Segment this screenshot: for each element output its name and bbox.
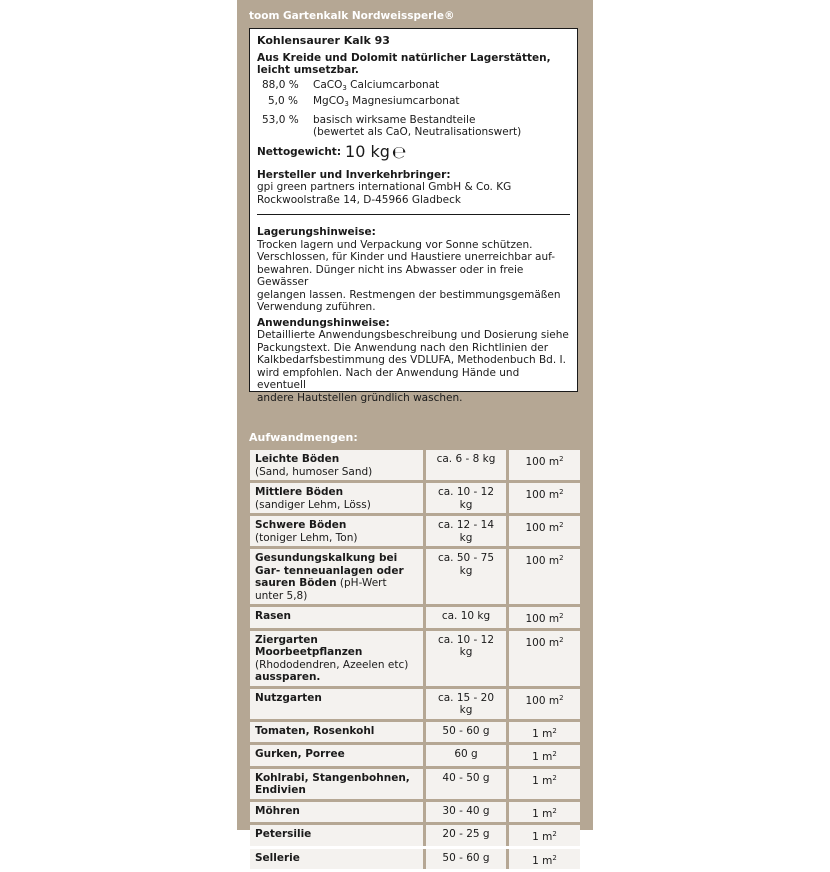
soil-cell: [250, 516, 426, 546]
table-row: [250, 450, 580, 480]
area-value: 100 m: [525, 636, 560, 649]
usage-line: andere Hautstellen gründlich waschen.: [257, 391, 463, 404]
area-value: 100 m: [525, 522, 560, 534]
area-value: 1 m: [532, 831, 553, 843]
table-row: [250, 745, 580, 766]
usage-line: Kalkbedarfsbestimmung des VDLUFA, Methodenbuch Bd. I.: [257, 354, 566, 366]
row-label: Ziergarten Moorbeetpflanzen: [255, 633, 363, 658]
storage-line: Trocken lagern und Verpackung vor Sonne schützen.: [257, 238, 533, 251]
usage-line: Packungstext. Die Anwendung nach den Richtlinien der: [257, 341, 549, 354]
composition-desc: [313, 95, 570, 111]
manufacturer: [257, 169, 570, 207]
table-row: [250, 607, 580, 628]
storage-line: bewahren. Dünger nicht ins Abwasser oder in freie Gewässer: [257, 263, 524, 288]
manufacturer-name: gpi green partners international GmbH & Co. KG: [257, 181, 512, 193]
soil-cell: [250, 450, 426, 480]
soil-cell: [250, 745, 426, 766]
formula: MgCO: [313, 95, 345, 107]
composition-pct: 88,0 %: [262, 78, 299, 91]
composition-pct: 5,0 %: [268, 95, 299, 107]
application-rates-table: [250, 447, 580, 872]
row-note: (pH-Wert unter 5,8): [255, 577, 387, 602]
table-row: [250, 802, 580, 823]
table-row: [250, 825, 580, 846]
row-label: Gurken, Porree: [255, 748, 345, 760]
soil-cell: [250, 825, 426, 846]
formula-subscript: 3: [344, 100, 349, 108]
application-rates-heading: Aufwandmengen:: [249, 431, 358, 444]
amount-cell: ca. 10 - 12 kg: [426, 483, 509, 513]
area-cell: [509, 689, 580, 719]
soil-cell: [250, 722, 426, 743]
row-note: (Sand, humoser Sand): [255, 465, 373, 478]
storage-line: Verwendung zuführen.: [257, 301, 376, 313]
area-exponent: 2: [559, 488, 564, 496]
amount-cell: 50 - 60 g: [426, 849, 509, 870]
table-row: [250, 689, 580, 719]
area-value: 100 m: [525, 694, 560, 707]
composition-row: [257, 114, 570, 139]
estimated-sign-icon: ℮: [391, 142, 407, 163]
area-cell: [509, 802, 580, 823]
area-exponent: 2: [559, 455, 564, 463]
table-row: [250, 549, 580, 604]
composition-row: [257, 79, 570, 95]
compound-name: Calciumcarbonat: [346, 78, 440, 91]
area-cell: [509, 631, 580, 686]
row-label: Rasen: [255, 610, 292, 622]
area-value: 100 m: [525, 613, 560, 625]
compound-note: (bewertet als CaO, Neutralisationswert): [313, 126, 522, 138]
row-label: Leichte Böden: [255, 453, 340, 465]
amount-cell: ca. 6 - 8 kg: [426, 450, 509, 480]
area-cell: [509, 849, 580, 870]
amount-cell: ca. 50 - 75 kg: [426, 549, 509, 604]
table-row: [250, 483, 580, 513]
net-weight-label: Nettogewicht:: [257, 146, 342, 159]
row-label: Tomaten, Rosenkohl: [255, 724, 375, 737]
brand-title: toom Gartenkalk Nordweissperle®: [249, 10, 455, 22]
area-value: 1 m: [532, 751, 553, 763]
area-value: 100 m: [525, 555, 560, 567]
area-value: 1 m: [532, 854, 553, 867]
row-note: (toniger Lehm, Ton): [255, 531, 358, 544]
row-label: Möhren: [255, 804, 300, 817]
soil-cell: [250, 769, 426, 799]
formula-subscript: 3: [342, 83, 347, 92]
area-exponent: 2: [552, 830, 557, 838]
divider: [257, 214, 570, 215]
amount-cell: ca. 15 - 20 kg: [426, 689, 509, 719]
area-exponent: 2: [559, 693, 564, 702]
row-label: Petersilie: [255, 828, 312, 840]
table-row: [250, 849, 580, 870]
area-value: 100 m: [525, 489, 560, 501]
net-weight-value: 10 kg: [345, 142, 390, 162]
amount-cell: 50 - 60 g: [426, 722, 509, 743]
area-value: 1 m: [532, 727, 553, 740]
usage-heading: Anwendungshinweise:: [257, 316, 390, 329]
area-exponent: 2: [552, 773, 557, 782]
area-cell: [509, 549, 580, 604]
info-box: [249, 28, 578, 404]
usage-line: Detaillierte Anwendungsbeschreibung und Dosierung siehe: [257, 329, 569, 341]
row-label: Nutzgarten: [255, 691, 322, 704]
area-exponent: 2: [552, 806, 557, 815]
table-row: [250, 769, 580, 799]
storage-section: [257, 226, 570, 314]
amount-cell: ca. 12 - 14 kg: [426, 516, 509, 546]
soil-cell: [250, 802, 426, 823]
composition-desc: [313, 79, 570, 95]
area-exponent: 2: [552, 853, 557, 862]
usage-line: wird empfohlen. Nach der Anwendung Hände und eventuell: [257, 366, 520, 391]
row-note: (sandiger Lehm, Löss): [255, 498, 371, 511]
area-cell: [509, 745, 580, 766]
area-cell: [509, 450, 580, 480]
area-cell: [509, 516, 580, 546]
row-label: Kohlrabi, Stangenbohnen, Endivien: [255, 771, 410, 796]
row-label: Schwere Böden: [255, 519, 347, 531]
soil-cell: [250, 483, 426, 513]
area-exponent: 2: [559, 635, 564, 644]
area-cell: [509, 769, 580, 799]
usage-section: [257, 317, 570, 405]
amount-cell: 40 - 50 g: [426, 769, 509, 799]
compound-name: basisch wirksame Bestandteile: [313, 113, 476, 126]
table-row: [250, 516, 580, 546]
soil-cell: [250, 689, 426, 719]
area-cell: [509, 483, 580, 513]
storage-line: Verschlossen, für Kinder und Haustiere unerreichbar auf-: [257, 251, 556, 263]
soil-cell: [250, 849, 426, 870]
area-exponent: 2: [552, 726, 557, 735]
area-value: 100 m: [525, 456, 560, 468]
table-row: [250, 722, 580, 743]
amount-cell: ca. 10 - 12 kg: [426, 631, 509, 686]
formula: CaCO: [313, 78, 343, 91]
row-note: (Rhododendren, Azeelen etc): [255, 658, 409, 671]
net-weight: [257, 142, 570, 163]
area-cell: [509, 825, 580, 846]
area-cell: [509, 722, 580, 743]
amount-cell: 60 g: [426, 745, 509, 766]
area-value: 1 m: [532, 774, 553, 787]
soil-cell: [250, 607, 426, 628]
amount-cell: 20 - 25 g: [426, 825, 509, 846]
row-label: Mittlere Böden: [255, 486, 344, 498]
area-exponent: 2: [552, 750, 557, 758]
area-cell: [509, 607, 580, 628]
soil-cell: [250, 549, 426, 604]
row-label: Gesundungskalkung bei Gar- tenneuanlagen oder sauren Böden: [255, 552, 404, 589]
soil-cell: [250, 631, 426, 686]
area-exponent: 2: [559, 612, 564, 620]
table-row: [250, 631, 580, 686]
amount-cell: ca. 10 kg: [426, 607, 509, 628]
product-title: Kohlensaurer Kalk 93: [257, 34, 390, 47]
storage-line: gelangen lassen. Restmengen der bestimmungsgemäßen: [257, 288, 561, 301]
storage-heading: Lagerungshinweise:: [257, 226, 376, 238]
composition-row: [257, 95, 570, 111]
area-exponent: 2: [559, 521, 564, 529]
composition-pct: 53,0 %: [262, 113, 299, 126]
origin-text: Aus Kreide und Dolomit natürlicher Lagerstätten, leicht umsetzbar.: [257, 51, 551, 76]
manufacturer-address: Rockwoolstraße 14, D-45966 Gladbeck: [257, 193, 461, 206]
area-exponent: 2: [559, 554, 564, 562]
row-label-tail: aussparen.: [255, 671, 321, 683]
composition-desc: [313, 114, 570, 139]
row-label: Sellerie: [255, 851, 300, 864]
amount-cell: 30 - 40 g: [426, 802, 509, 823]
compound-name: Magnesiumcarbonat: [348, 95, 460, 107]
manufacturer-heading: Hersteller und Inverkehrbringer:: [257, 168, 451, 181]
area-value: 1 m: [532, 807, 553, 820]
